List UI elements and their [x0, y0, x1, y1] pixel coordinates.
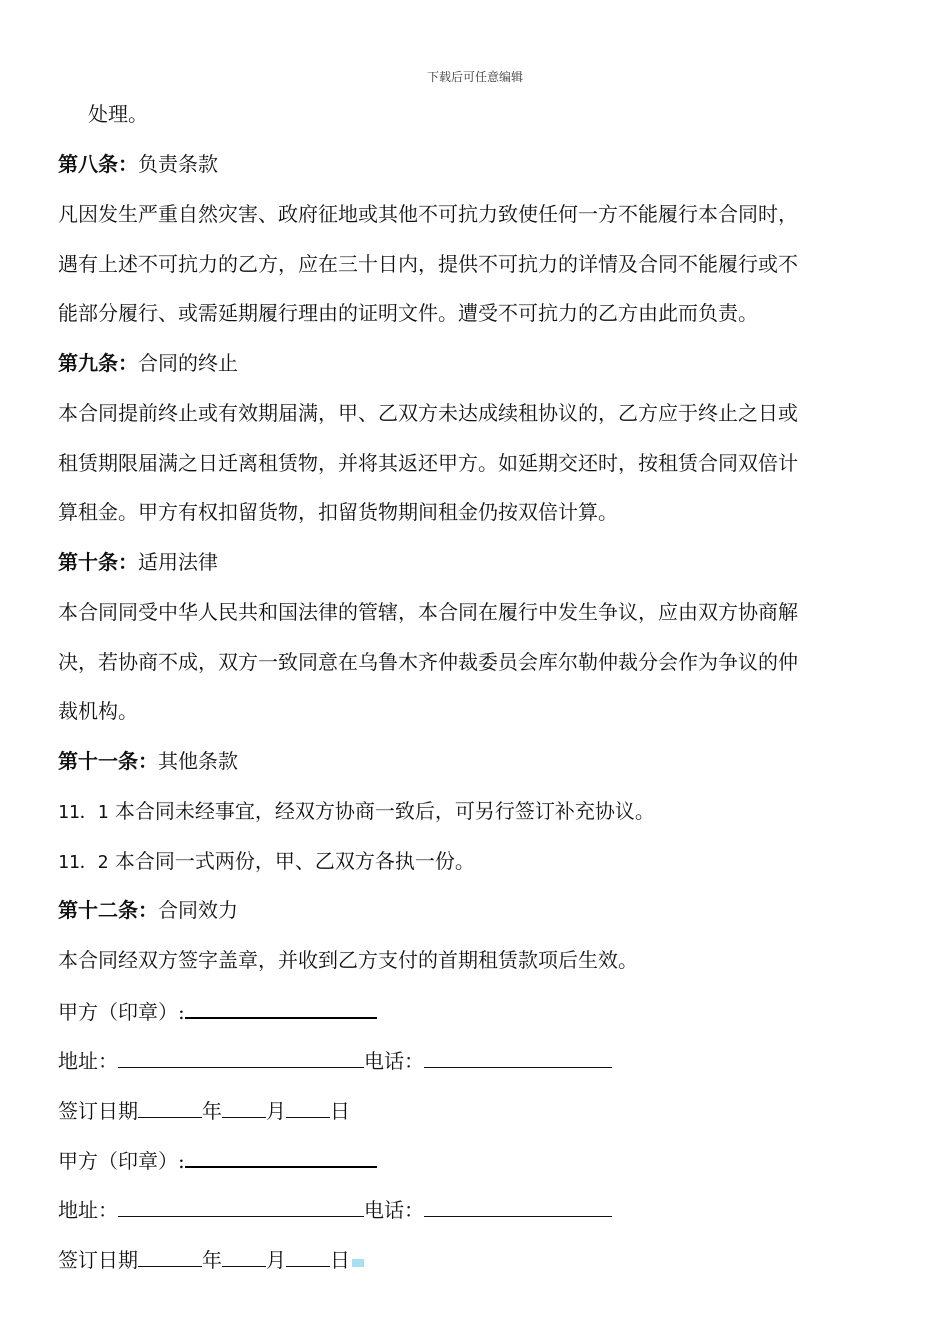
address-phone-line — [58, 1047, 612, 1074]
clause-text: 本合同未经事宜，经双方协商一致后，可另行签订补充协议。 — [114, 799, 655, 823]
month-blank[interactable] — [222, 1246, 266, 1267]
sign-date-line — [58, 1246, 364, 1273]
clause-11-2 — [58, 848, 475, 876]
phone-blank[interactable] — [424, 1047, 612, 1068]
article-label: 第十条： — [58, 550, 138, 574]
phone-label: 电话： — [364, 1198, 424, 1222]
article-label: 第十一条： — [58, 749, 158, 773]
article-title: 其他条款 — [158, 749, 238, 773]
party-seal-label: 甲方（印章）: — [58, 1149, 185, 1173]
phone-label: 电话： — [364, 1049, 424, 1073]
page-header-note: 下载后可任意编辑 — [426, 70, 523, 84]
sign-date-line — [58, 1097, 350, 1124]
day-label: 日 — [330, 1248, 350, 1272]
clause-number: 11．1 — [58, 802, 109, 823]
text-line: 裁机构。 — [58, 699, 138, 723]
address-label: 地址： — [58, 1198, 118, 1222]
year-blank[interactable] — [138, 1097, 202, 1118]
article-title: 合同的终止 — [138, 351, 238, 375]
text-line: 决，若协商不成，双方一致同意在乌鲁木齐仲裁委员会库尔勒仲裁分会作为争议的仲 — [58, 650, 798, 674]
party-seal-blank[interactable] — [185, 997, 377, 1019]
article-label: 第九条： — [58, 351, 138, 375]
text-line: 能部分履行、或需延期履行理由的证明文件。遭受不可抗力的乙方由此而负责。 — [58, 301, 758, 325]
phone-blank[interactable] — [424, 1196, 612, 1217]
clause-11-1 — [58, 798, 655, 826]
article-12-heading — [58, 897, 238, 923]
address-phone-line — [58, 1196, 612, 1223]
text-line: 算租金。甲方有权扣留货物，扣留货物期间租金仍按双倍计算。 — [58, 500, 618, 524]
party-seal-blank[interactable] — [185, 1146, 377, 1168]
article-11-heading — [58, 748, 238, 774]
article-label: 第十二条： — [58, 898, 158, 922]
year-label: 年 — [202, 1248, 222, 1272]
article-title: 负责条款 — [138, 152, 218, 176]
text-line: 租赁期限届满之日迁离租赁物，并将其返还甲方。如延期交还时，按租赁合同双倍计 — [58, 451, 798, 475]
address-blank[interactable] — [118, 1047, 364, 1068]
day-blank[interactable] — [286, 1246, 330, 1267]
text-line: 遇有上述不可抗力的乙方，应在三十日内，提供不可抗力的详情及合同不能履行或不 — [58, 252, 798, 276]
year-label: 年 — [202, 1099, 222, 1123]
sign-date-label: 签订日期 — [58, 1099, 138, 1123]
sign-date-label: 签订日期 — [58, 1248, 138, 1272]
day-blank[interactable] — [286, 1097, 330, 1118]
article-title: 合同效力 — [158, 898, 238, 922]
article-9-heading — [58, 350, 238, 376]
party-seal-line — [58, 1146, 377, 1174]
article-label: 第八条： — [58, 152, 138, 176]
text-line: 本合同同受中华人民共和国法律的管辖，本合同在履行中发生争议，应由双方协商解 — [58, 600, 798, 624]
address-blank[interactable] — [118, 1196, 364, 1217]
month-label: 月 — [266, 1099, 286, 1123]
article-8-heading — [58, 151, 218, 177]
year-blank[interactable] — [138, 1246, 202, 1267]
text-line: 凡因发生严重自然灾害、政府征地或其他不可抗力致使任何一方不能履行本合同时， — [58, 202, 798, 226]
article-10-heading — [58, 549, 218, 575]
clause-text: 本合同一式两份，甲、乙双方各执一份。 — [114, 849, 475, 873]
text-line: 本合同经双方签字盖章，并收到乙方支付的首期租赁款项后生效。 — [58, 948, 638, 972]
text-cursor-marker — [352, 1259, 364, 1267]
text-line: 处理。 — [88, 102, 148, 126]
address-label: 地址： — [58, 1049, 118, 1073]
party-seal-label: 甲方（印章）: — [58, 1000, 185, 1024]
text-line: 本合同提前终止或有效期届满，甲、乙双方未达成续租协议的，乙方应于终止之日或 — [58, 401, 798, 425]
day-label: 日 — [330, 1099, 350, 1123]
month-label: 月 — [266, 1248, 286, 1272]
month-blank[interactable] — [222, 1097, 266, 1118]
article-title: 适用法律 — [138, 550, 218, 574]
clause-number: 11．2 — [58, 852, 109, 873]
party-seal-line — [58, 997, 377, 1025]
